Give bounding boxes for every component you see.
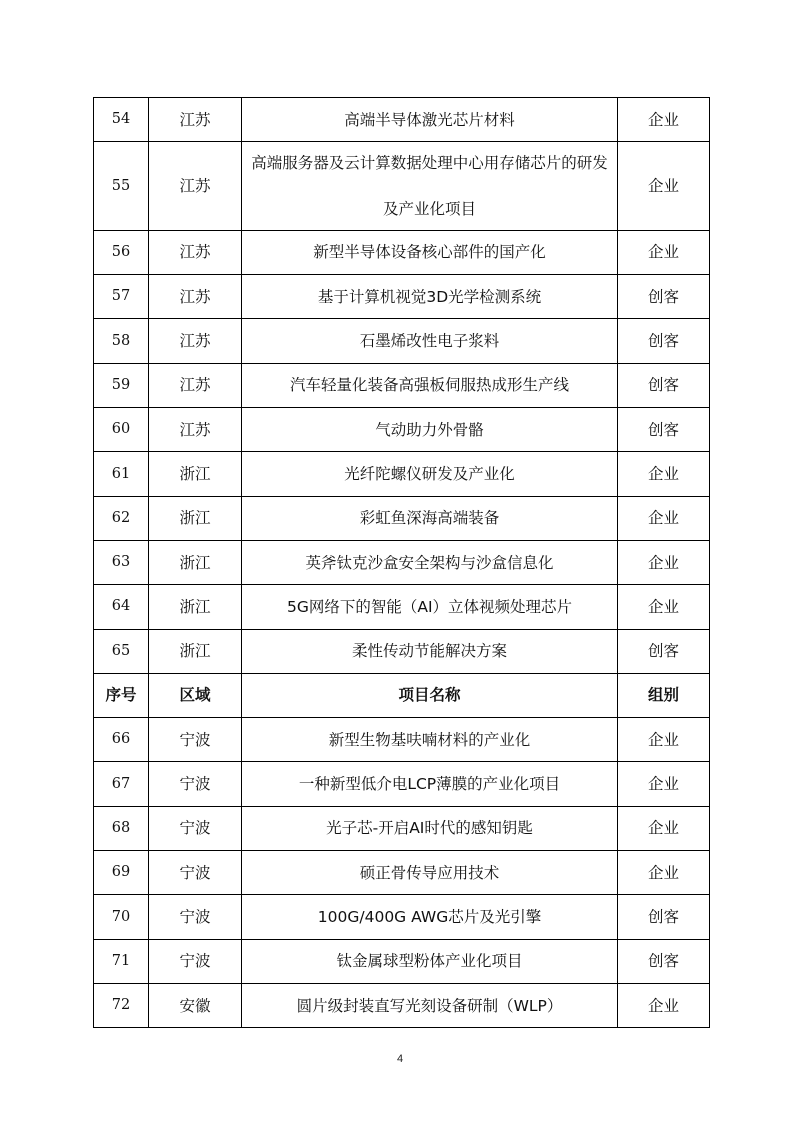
cell-name: 英斧钛克沙盒安全架构与沙盒信息化 — [242, 541, 618, 585]
table-row — [94, 275, 710, 319]
cell-no: 62 — [94, 497, 149, 541]
cell-group: 创客 — [618, 895, 710, 939]
header-region: 区域 — [149, 674, 242, 718]
table-row — [94, 851, 710, 895]
cell-no: 60 — [94, 408, 149, 452]
cell-no: 65 — [94, 630, 149, 674]
cell-no: 63 — [94, 541, 149, 585]
cell-region: 浙江 — [149, 541, 242, 585]
table-row — [94, 984, 710, 1028]
cell-name: 基于计算机视觉3D光学检测系统 — [242, 275, 618, 319]
table-row — [94, 718, 710, 762]
cell-region: 浙江 — [149, 497, 242, 541]
cell-region: 宁波 — [149, 940, 242, 984]
cell-name: 光纤陀螺仪研发及产业化 — [242, 452, 618, 496]
cell-region: 江苏 — [149, 275, 242, 319]
cell-group: 企业 — [618, 452, 710, 496]
cell-group: 创客 — [618, 940, 710, 984]
table-row — [94, 364, 710, 408]
cell-no: 64 — [94, 585, 149, 629]
cell-no: 58 — [94, 319, 149, 363]
cell-group: 创客 — [618, 408, 710, 452]
cell-group: 创客 — [618, 364, 710, 408]
cell-region: 安徽 — [149, 984, 242, 1028]
cell-group: 创客 — [618, 319, 710, 363]
cell-name: 新型半导体设备核心部件的国产化 — [242, 231, 618, 275]
cell-region: 浙江 — [149, 630, 242, 674]
table-row — [94, 319, 710, 363]
cell-name: 石墨烯改性电子浆料 — [242, 319, 618, 363]
table-header-row — [94, 674, 710, 718]
cell-group: 企业 — [618, 984, 710, 1028]
cell-region: 江苏 — [149, 142, 242, 231]
cell-no: 56 — [94, 231, 149, 275]
table-row — [94, 585, 710, 629]
table-row — [94, 807, 710, 851]
cell-name: 汽车轻量化装备高强板伺服热成形生产线 — [242, 364, 618, 408]
cell-name: 气动助力外骨骼 — [242, 408, 618, 452]
cell-region: 江苏 — [149, 408, 242, 452]
cell-group: 企业 — [618, 718, 710, 762]
cell-name: 光子芯-开启AI时代的感知钥匙 — [242, 807, 618, 851]
cell-no: 61 — [94, 452, 149, 496]
cell-group: 企业 — [618, 142, 710, 231]
cell-no: 59 — [94, 364, 149, 408]
cell-region: 宁波 — [149, 718, 242, 762]
table-row — [94, 497, 710, 541]
table-row — [94, 408, 710, 452]
cell-region: 宁波 — [149, 807, 242, 851]
cell-region: 江苏 — [149, 98, 242, 142]
cell-name: 5G网络下的智能（AI）立体视频处理芯片 — [242, 585, 618, 629]
table-row — [94, 98, 710, 142]
cell-region: 江苏 — [149, 231, 242, 275]
cell-group: 企业 — [618, 585, 710, 629]
header-no: 序号 — [94, 674, 149, 718]
project-table — [93, 97, 710, 1028]
cell-group: 企业 — [618, 807, 710, 851]
table-row — [94, 142, 710, 231]
header-name: 项目名称 — [242, 674, 618, 718]
cell-no: 55 — [94, 142, 149, 231]
cell-no: 67 — [94, 762, 149, 806]
cell-group: 企业 — [618, 231, 710, 275]
table-row — [94, 541, 710, 585]
cell-name: 硕正骨传导应用技术 — [242, 851, 618, 895]
header-group: 组别 — [618, 674, 710, 718]
table-row — [94, 762, 710, 806]
cell-no: 66 — [94, 718, 149, 762]
table-row — [94, 895, 710, 939]
cell-name: 新型生物基呋喃材料的产业化 — [242, 718, 618, 762]
cell-name: 高端半导体激光芯片材料 — [242, 98, 618, 142]
cell-name: 一种新型低介电LCP薄膜的产业化项目 — [242, 762, 618, 806]
cell-name: 钛金属球型粉体产业化项目 — [242, 940, 618, 984]
cell-name: 柔性传动节能解决方案 — [242, 630, 618, 674]
cell-group: 企业 — [618, 762, 710, 806]
cell-no: 54 — [94, 98, 149, 142]
cell-region: 宁波 — [149, 895, 242, 939]
cell-region: 江苏 — [149, 364, 242, 408]
cell-name: 彩虹鱼深海高端装备 — [242, 497, 618, 541]
table-row — [94, 630, 710, 674]
cell-no: 71 — [94, 940, 149, 984]
cell-group: 企业 — [618, 98, 710, 142]
cell-region: 浙江 — [149, 585, 242, 629]
cell-name-text: 高端服务器及云计算数据处理中心用存储芯片的研发及产业化项目 — [251, 154, 608, 219]
table-row — [94, 452, 710, 496]
cell-no: 69 — [94, 851, 149, 895]
cell-no: 68 — [94, 807, 149, 851]
table-row — [94, 231, 710, 275]
cell-region: 宁波 — [149, 851, 242, 895]
cell-group: 创客 — [618, 275, 710, 319]
cell-group: 企业 — [618, 851, 710, 895]
cell-no: 70 — [94, 895, 149, 939]
cell-no: 72 — [94, 984, 149, 1028]
page-number: 4 — [396, 1053, 404, 1065]
cell-name: 100G/400G AWG芯片及光引擎 — [242, 895, 618, 939]
table-row — [94, 940, 710, 984]
cell-no: 57 — [94, 275, 149, 319]
cell-name — [242, 142, 618, 231]
cell-group: 创客 — [618, 630, 710, 674]
cell-region: 江苏 — [149, 319, 242, 363]
cell-group: 企业 — [618, 541, 710, 585]
cell-group: 企业 — [618, 497, 710, 541]
cell-region: 宁波 — [149, 762, 242, 806]
cell-region: 浙江 — [149, 452, 242, 496]
cell-name: 圆片级封装直写光刻设备研制（WLP） — [242, 984, 618, 1028]
